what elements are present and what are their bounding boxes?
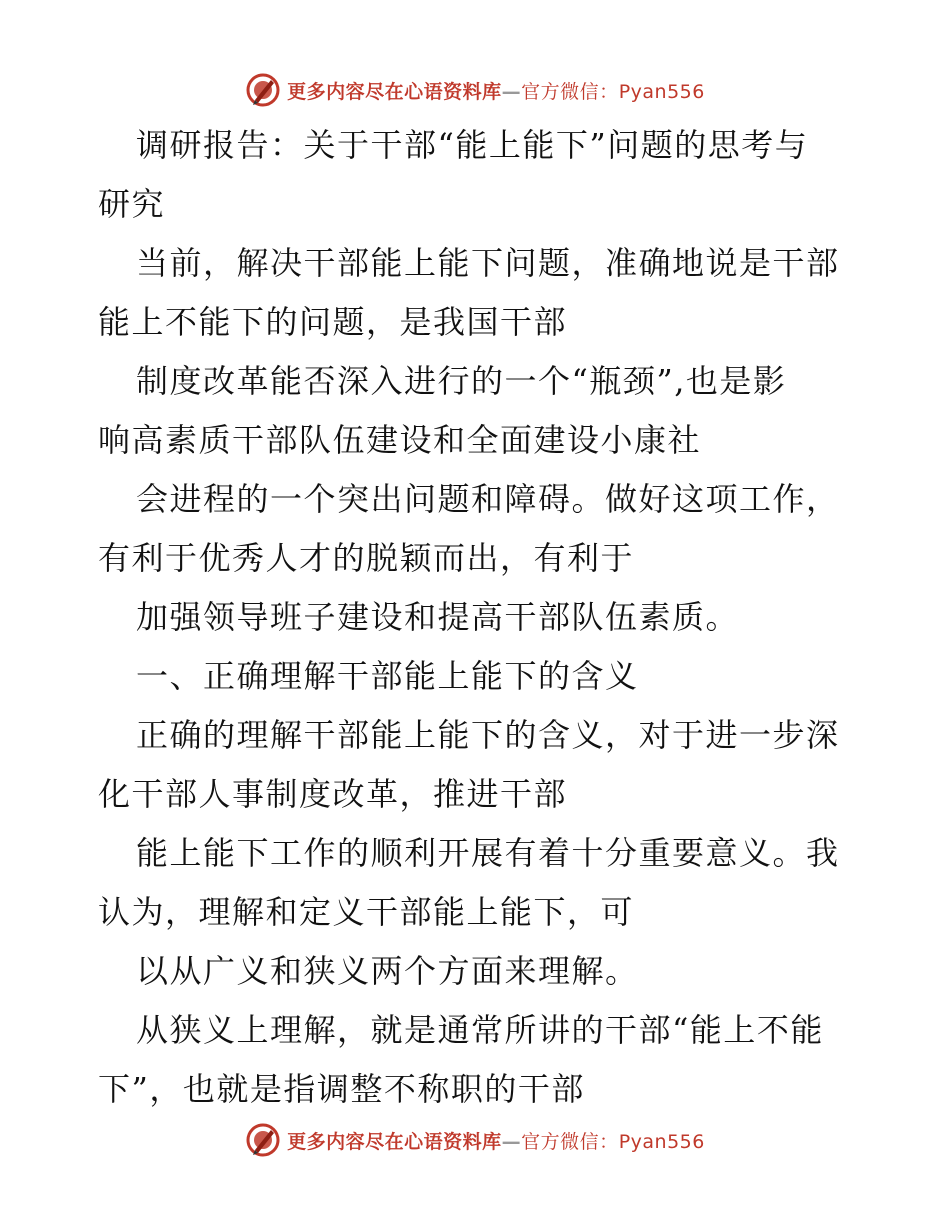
document-line: 加强领导班子建设和提高干部队伍素质。 [136, 598, 740, 636]
document-line: 一、正确理解干部能上能下的含义 [136, 657, 639, 695]
document-line: 会进程的一个突出问题和障碍。做好这项工作， [136, 480, 840, 518]
watermark-contact-id: Pyan556 [618, 1130, 705, 1153]
document-line: 正确的理解干部能上能下的含义，对于进一步深 [136, 716, 840, 754]
watermark-site: 更多内容尽在心语资料库 [287, 80, 502, 103]
watermark-text [287, 77, 705, 104]
watermark-contact-label: 官方微信： [521, 1130, 619, 1153]
document-line: 从狭义上理解，就是通常所讲的干部“能上不能 [136, 1011, 824, 1049]
document-line: 以从广义和狭义两个方面来理解。 [136, 952, 639, 990]
document-line: 响高素质干部队伍建设和全面建设小康社 [98, 421, 702, 459]
document-line: 能上不能下的问题，是我国干部 [98, 303, 568, 341]
watermark-contact-label: 官方微信： [521, 80, 619, 103]
pen-logo-icon [245, 1122, 281, 1158]
watermark-dash: — [501, 1130, 522, 1153]
watermark-dash: — [501, 80, 522, 103]
watermark-site: 更多内容尽在心语资料库 [287, 1130, 502, 1153]
document-line: 化干部人事制度改革，推进干部 [98, 775, 568, 813]
document-line: 调研报告：关于干部“能上能下”问题的思考与 [136, 126, 809, 164]
watermark-text [287, 1127, 705, 1154]
document-line: 制度改革能否深入进行的一个“瓶颈”,也是影 [136, 362, 787, 400]
document-line: 认为，理解和定义干部能上能下，可 [98, 893, 635, 931]
document-line: 当前，解决干部能上能下问题，准确地说是干部 [136, 244, 840, 282]
document-line: 下”，也就是指调整不称职的干部 [98, 1070, 585, 1108]
header-watermark [0, 68, 950, 112]
watermark-contact-id: Pyan556 [618, 80, 705, 103]
document-line: 有利于优秀人才的脱颖而出，有利于 [98, 539, 635, 577]
document-line: 研究 [98, 185, 166, 223]
document-line: 能上能下工作的顺利开展有着十分重要意义。我 [136, 834, 840, 872]
document-body [98, 116, 853, 1119]
footer-watermark [0, 1118, 950, 1162]
pen-logo-icon [245, 72, 281, 108]
